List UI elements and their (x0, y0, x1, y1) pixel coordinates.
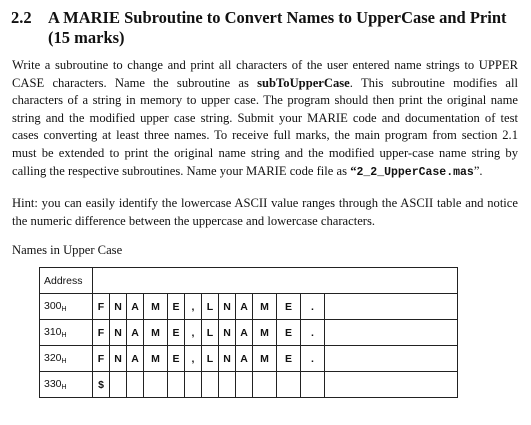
header-spacer (93, 268, 458, 294)
char-cell: . (301, 346, 325, 372)
table-header-row (40, 268, 458, 294)
char-cell: A (236, 346, 253, 372)
file-name: 2_2_UpperCase.mas (356, 165, 474, 179)
section-title: A MARIE Subroutine to Convert Names to UpperCase and Print (15 marks) (48, 8, 507, 47)
table-row (40, 294, 458, 320)
char-cell: A (236, 294, 253, 320)
char-cell (277, 372, 301, 398)
empty-cell (325, 372, 458, 398)
subroutine-name: subToUpperCase (257, 75, 350, 90)
char-cell (185, 372, 202, 398)
char-cell: $ (93, 372, 110, 398)
char-cell: L (202, 320, 219, 346)
char-cell: , (185, 346, 202, 372)
address-cell: $310_H$ (40, 320, 93, 346)
char-cell: E (277, 346, 301, 372)
char-cell: A (236, 320, 253, 346)
char-cell: M (253, 294, 277, 320)
char-cell: E (168, 346, 185, 372)
char-cell: , (185, 294, 202, 320)
char-cell: N (110, 294, 127, 320)
instructions-text-1: Write a subroutine to change and print all characters of the user entered name strings to UPPER CASE characters. Name the subroutine as (12, 58, 518, 90)
char-cell: F (93, 294, 110, 320)
char-cell (219, 372, 236, 398)
char-cell: A (127, 294, 144, 320)
char-cell (110, 372, 127, 398)
char-cell: , (185, 320, 202, 346)
char-cell: F (93, 320, 110, 346)
char-cell: F (93, 346, 110, 372)
char-cell: N (110, 320, 127, 346)
char-cell: E (168, 320, 185, 346)
char-cell (144, 372, 168, 398)
table-row (40, 372, 458, 398)
address-cell: $300_H$ (40, 294, 93, 320)
char-cell: M (253, 346, 277, 372)
table-row (40, 346, 458, 372)
hint-paragraph: Hint: you can easily identify the lowercase ASCII value ranges through the ASCII table and notice the numeric difference between the uppercase and lowercase characters. (12, 196, 518, 228)
char-cell (301, 372, 325, 398)
address-cell: $330_H$ (40, 372, 93, 398)
address-header: Address (40, 268, 93, 294)
char-cell: M (144, 294, 168, 320)
char-cell (127, 372, 144, 398)
empty-cell (325, 294, 458, 320)
char-cell: M (144, 346, 168, 372)
char-cell: . (301, 320, 325, 346)
char-cell (168, 372, 185, 398)
table-row (40, 320, 458, 346)
char-cell: E (277, 294, 301, 320)
address-cell: $320_H$ (40, 346, 93, 372)
file-close-quote: ”. (473, 163, 483, 178)
char-cell: M (144, 320, 168, 346)
file-open-quote: “ (350, 163, 357, 178)
empty-cell (325, 320, 458, 346)
memory-table (39, 267, 458, 398)
instructions-paragraph (12, 57, 518, 181)
table-caption: Names in Upper Case (12, 243, 123, 257)
char-cell: A (127, 346, 144, 372)
char-cell: A (127, 320, 144, 346)
char-cell: E (277, 320, 301, 346)
char-cell: L (202, 346, 219, 372)
char-cell (236, 372, 253, 398)
char-cell (202, 372, 219, 398)
char-cell: L (202, 294, 219, 320)
section-number: 2.2 (11, 8, 32, 27)
instructions-text-2: . This subroutine modifies all characters of a string in memory to upper case. The program should then print the original name string and the modified upper case string. Submit your MARIE code and documentation of test cases converting at least three names. To receive full marks, the main program from section 2.1 must be extended to print the original name string and the modified upper-case name string by calling the respective subroutines. Name your MARIE code file as (12, 75, 518, 178)
char-cell: . (301, 294, 325, 320)
char-cell: N (219, 346, 236, 372)
char-cell: M (253, 320, 277, 346)
char-cell: N (219, 320, 236, 346)
char-cell (253, 372, 277, 398)
char-cell: E (168, 294, 185, 320)
char-cell: N (110, 346, 127, 372)
char-cell: N (219, 294, 236, 320)
empty-cell (325, 346, 458, 372)
